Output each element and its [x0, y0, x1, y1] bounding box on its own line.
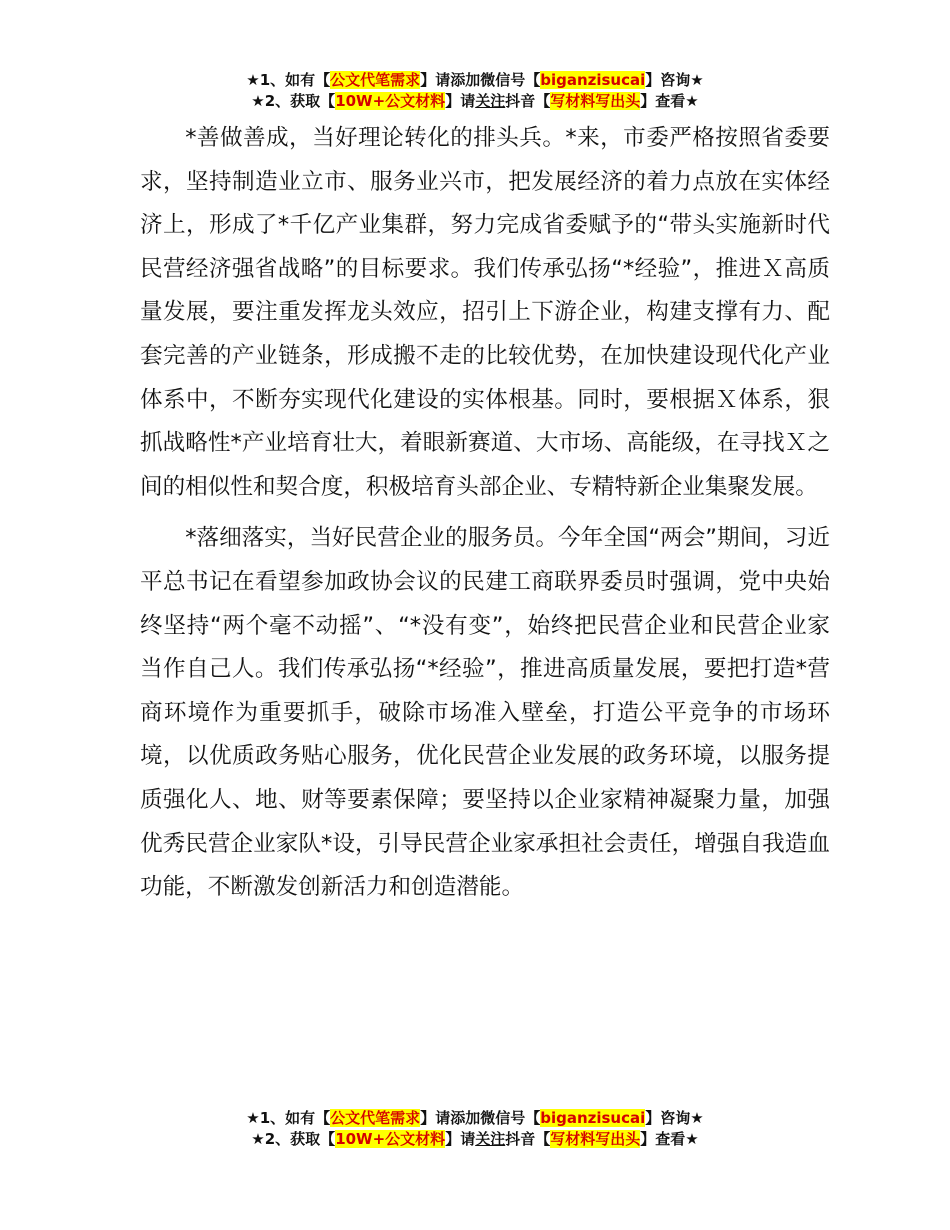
header-banner-line-1	[0, 70, 950, 91]
document-body	[140, 117, 830, 910]
banner-text: 】查看★	[640, 92, 699, 110]
banner-text: 】请	[445, 92, 476, 110]
banner-highlight-service: 公文代笔需求	[330, 71, 421, 89]
banner-highlight-materials: 10W+公文材料	[335, 1130, 446, 1148]
header-banner-line-2	[0, 91, 950, 112]
banner-highlight-materials: 10W+公文材料	[335, 92, 446, 110]
banner-text: 】请添加微信号【	[420, 71, 541, 89]
banner-highlight-douyin: 写材料写出头	[550, 1130, 641, 1148]
banner-text: 】请添加微信号【	[420, 1109, 541, 1127]
footer-banner	[0, 1108, 950, 1150]
banner-highlight-wechat-id: biganzisucai	[540, 1109, 646, 1127]
banner-text: 】查看★	[640, 1130, 699, 1148]
banner-text: 抖音【	[505, 1130, 551, 1148]
banner-text: ★2、获取【	[251, 1130, 336, 1148]
banner-text: ★1、如有【	[246, 1109, 331, 1127]
banner-text: 】咨询★	[645, 71, 704, 89]
banner-highlight-service: 公文代笔需求	[330, 1109, 421, 1127]
banner-highlight-douyin: 写材料写出头	[550, 92, 641, 110]
banner-text: 抖音【	[505, 92, 551, 110]
header-banner	[0, 70, 950, 112]
footer-banner-line-2	[0, 1129, 950, 1150]
banner-text: 】咨询★	[645, 1109, 704, 1127]
banner-text: ★1、如有【	[246, 71, 331, 89]
banner-underlined-follow: 关注	[475, 92, 506, 110]
footer-banner-line-1	[0, 1108, 950, 1129]
paragraph-2: *落细落实，当好民营企业的服务员。今年全国“两会”期间，习近平总书记在看望参加政协会议的民建工商联界委员时强调，党中央始终坚持“两个毫不动摇”、“*没有变”，始终把民营企业和民营企业家当作自己人。我们传承弘扬“*经验”，推进高质量发展，要把打造*营商环境作为重要抓手，破除市场准入壁垒，打造公平竞争的市场环境，以优质政务贴心服务，优化民营企业发展的政务环境，以服务提质强化人、地、财等要素保障；要坚持以企业家精神凝聚力量，加强优秀民营企业家队*设，引导民营企业家承担社会责任，增强自我造血功能，不断激发创新活力和创造潜能。	[140, 525, 830, 901]
banner-text: 】请	[445, 1130, 476, 1148]
banner-highlight-wechat-id: biganzisucai	[540, 71, 646, 89]
paragraph-1: *善做善成，当好理论转化的排头兵。*来，市委严格按照省委要求，坚持制造业立市、服务业兴市，把发展经济的着力点放在实体经济上，形成了*千亿产业集群，努力完成省委赋予的“带头实施新时代民营经济强省战略”的目标要求。我们传承弘扬“*经验”，推进Ｘ高质量发展，要注重发挥龙头效应，招引上下游企业，构建支撑有力、配套完善的产业链条，形成搬不走的比较优势，在加快建设现代化产业体系中，不断夯实现代化建设的实体根基。同时，要根据Ｘ体系，狠抓战略性*产业培育壮大，着眼新赛道、大市场、高能级，在寻找Ｘ之间的相似性和契合度，积极培育头部企业、专精特新企业集聚发展。	[140, 125, 830, 500]
banner-underlined-follow: 关注	[475, 1130, 506, 1148]
banner-text: ★2、获取【	[251, 92, 336, 110]
